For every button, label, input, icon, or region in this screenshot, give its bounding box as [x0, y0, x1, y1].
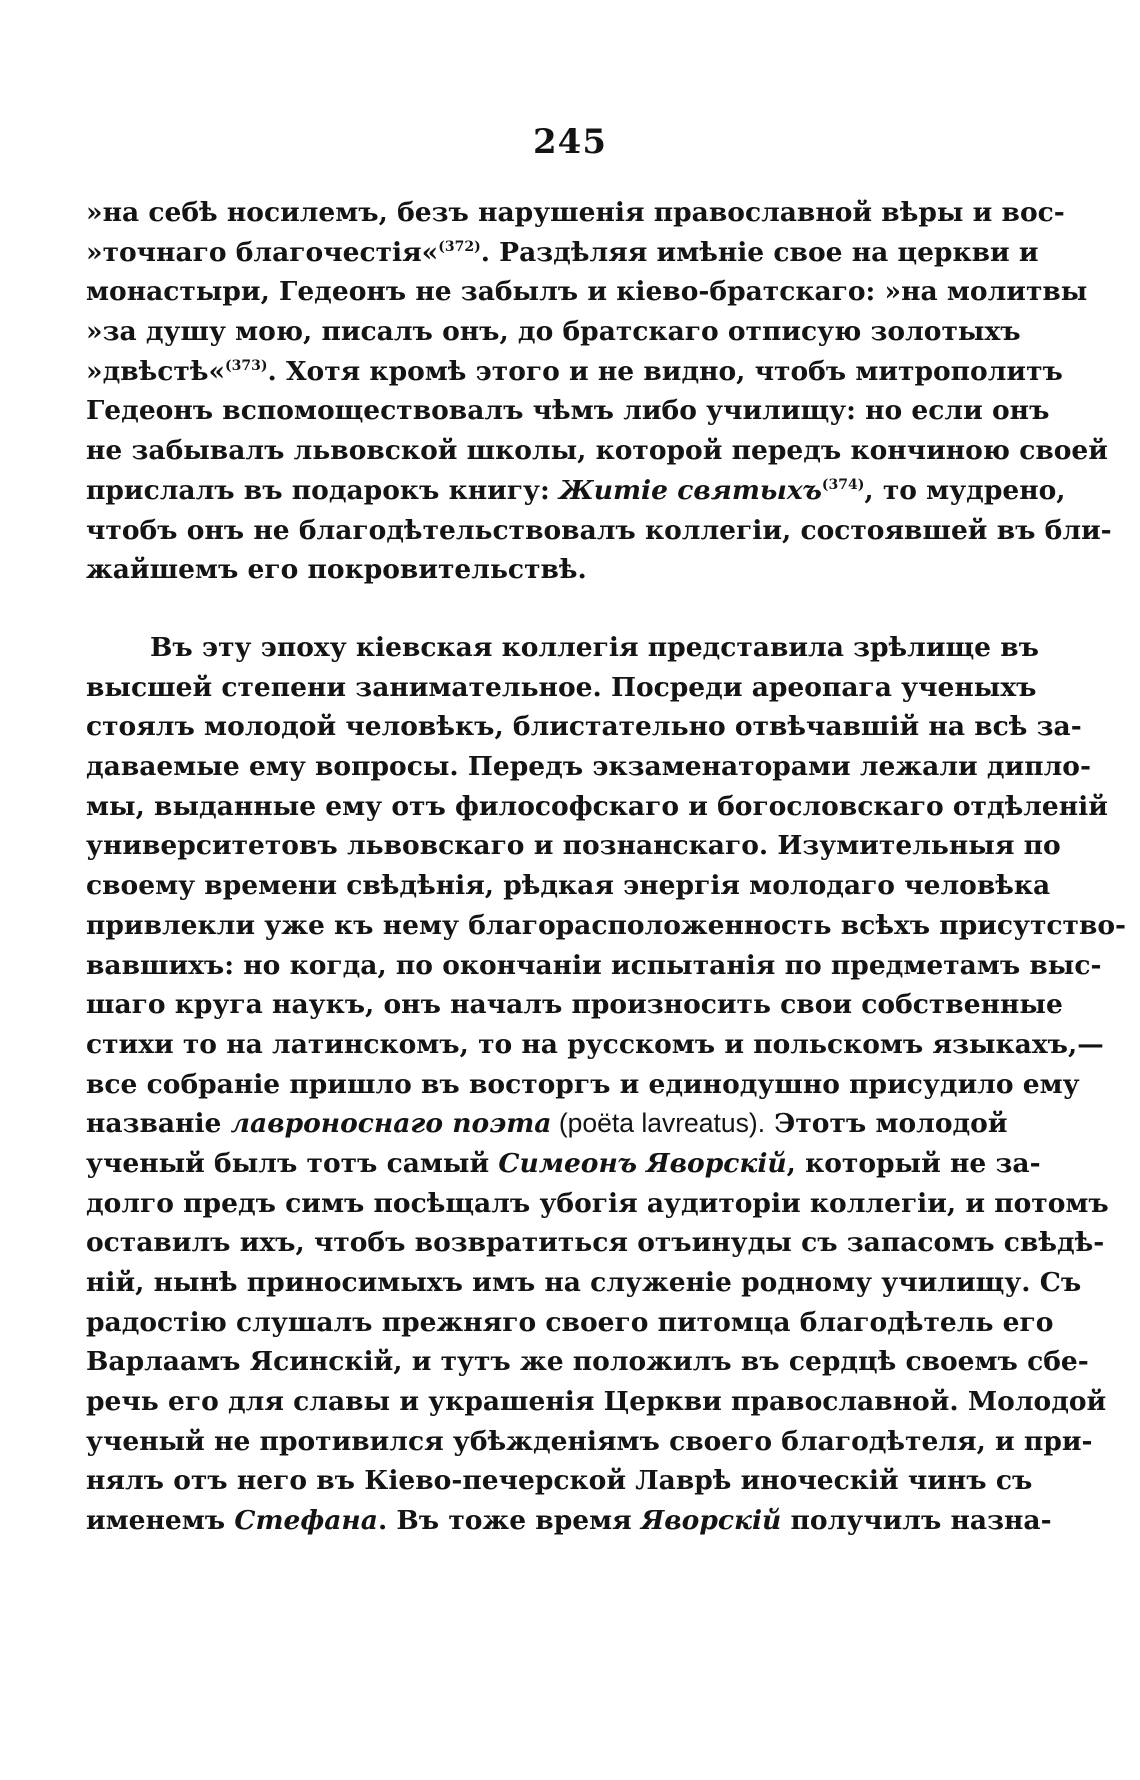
text-line	[86, 233, 1039, 273]
italic-text: Яворскій	[640, 1505, 782, 1537]
text-segment: . Хотя кромѣ этого и не видно, чтобъ митрополитъ	[267, 355, 1063, 387]
text-segment: университетовъ львовскаго и познанскаго. Изумительныя по	[86, 830, 1061, 862]
footnote-ref: (374)	[821, 476, 865, 493]
text-line	[86, 707, 1082, 747]
text-segment: получилъ назна-	[781, 1505, 1052, 1537]
text-segment: жайшемъ его покровительствѣ.	[86, 554, 587, 586]
text-line	[86, 946, 1102, 986]
text-segment: оставилъ ихъ, чтобъ возвратиться отъинуды съ запасомъ свѣдѣ-	[86, 1227, 1105, 1259]
text-segment: шаго круга наукъ, онъ началъ произносить свои собственные	[86, 989, 1063, 1021]
text-line	[86, 1422, 1093, 1462]
italic-text: Стефана	[234, 1505, 378, 1537]
text-segment: все собраніе пришло въ восторгъ и единодушно присудило ему	[86, 1068, 1080, 1100]
footnote-ref: (372)	[438, 238, 481, 255]
text-line	[86, 550, 998, 590]
text-segment: Этотъ молодой	[765, 1108, 1008, 1140]
text-line	[86, 352, 1063, 392]
text-line	[86, 471, 1066, 511]
text-segment: стоялъ молодой человѣкъ, блистательно отвѣчавшій на всѣ за-	[86, 711, 1082, 743]
italic-text: Симеонъ Яворскій	[498, 1147, 787, 1179]
text-segment: прислалъ въ подарокъ книгу:	[86, 474, 559, 506]
italic-text: Житіе святыхъ	[558, 474, 822, 506]
text-segment: . Въ тоже время	[377, 1505, 641, 1537]
text-line	[86, 668, 1037, 708]
text-line	[86, 511, 1112, 551]
text-segment: »точнаго благочестія«	[86, 236, 439, 268]
text-segment: стихи то на латинскомъ, то на русскомъ и польскомъ языкахъ,—	[86, 1028, 1104, 1060]
text-segment: Гедеонъ вспомоществовалъ чѣмъ либо училищу: но если онъ	[86, 395, 1050, 427]
text-line	[86, 787, 1108, 827]
text-line	[86, 628, 1040, 668]
text-line	[86, 391, 1050, 431]
text-segment: »на себѣ носилемъ, безъ нарушенія православной вѣры и вос-	[86, 197, 1065, 228]
text-line	[86, 1263, 1082, 1303]
text-line	[86, 866, 1051, 906]
text-line	[86, 1223, 1105, 1263]
text-line	[86, 1501, 1052, 1541]
text-segment: Варлаамъ Ясинскій, и тутъ же положилъ въ сердцѣ своемъ сбе-	[86, 1346, 1089, 1378]
text-segment: ній, нынѣ приносимыхъ имъ на служеніе родному училищу. Съ	[86, 1267, 1082, 1298]
text-line	[86, 193, 1065, 233]
text-segment: »за душу мою, писалъ онъ, до братскаго отписую золотыхъ	[86, 316, 1021, 348]
text-line	[86, 312, 1021, 352]
text-segment: даваемые ему вопросы. Передъ экзаменаторами лежали дипло-	[86, 751, 1091, 783]
text-segment: вавшихъ: но когда, по окончаніи испытанія по предметамъ выс-	[86, 949, 1102, 981]
text-line	[86, 826, 1061, 866]
text-segment: . Раздѣляя имѣніе свое на церкви и	[480, 236, 1039, 268]
text-line	[86, 985, 1063, 1025]
text-segment: привлекли уже къ нему благорасположенность всѣхъ присутство-	[86, 909, 1127, 941]
text-segment: высшей степени занимательное. Посреди ареопага ученыхъ	[86, 671, 1037, 703]
footnote-ref: (373)	[225, 357, 268, 374]
text-segment: долго предъ симъ посѣщалъ убогія аудиторіи коллегіи, и потомъ	[86, 1187, 1109, 1219]
text-segment: мы, выданные ему отъ философскаго и богословскаго отдѣленій	[86, 790, 1108, 822]
text-line	[86, 1382, 1107, 1422]
text-segment: , который не за-	[786, 1147, 1041, 1179]
text-line	[86, 1025, 1104, 1065]
text-line	[86, 1303, 1054, 1343]
paragraph-1	[86, 193, 1112, 590]
italic-text: лавроноснаго поэта	[230, 1108, 552, 1140]
text-line	[86, 906, 1127, 946]
text-line	[86, 1104, 1008, 1144]
paragraph-2	[86, 628, 1127, 1541]
text-line	[86, 747, 1091, 787]
text-segment: именемъ	[86, 1505, 235, 1537]
text-line	[86, 272, 1088, 312]
text-segment: »двѣстѣ«	[86, 355, 226, 387]
text-line	[86, 1342, 1089, 1382]
text-line	[86, 1065, 1080, 1105]
text-segment: , то мудрено,	[864, 474, 1066, 506]
text-segment: радостію слушалъ прежняго своего питомца благодѣтель его	[86, 1306, 1054, 1338]
text-segment: нялъ отъ него въ Кіево-печерской Лаврѣ иноческій чинъ съ	[86, 1465, 1033, 1497]
text-segment: речь его для славы и украшенія Церкви православной. Молодой	[86, 1386, 1107, 1418]
text-segment: Въ эту эпоху кіевская коллегія представила зрѣлище въ	[150, 632, 1040, 663]
text-line	[86, 431, 1108, 471]
text-line	[86, 1461, 1033, 1501]
text-segment: чтобъ онъ не благодѣтельствовалъ коллегіи, состоявшей въ бли-	[86, 514, 1112, 546]
page-number: 245	[533, 122, 607, 162]
text-segment: ученый былъ тотъ самый	[86, 1147, 499, 1179]
text-segment: своему времени свѣдѣнія, рѣдкая энергія молодаго человѣка	[86, 870, 1051, 902]
text-segment: (poёta lavreatus).	[551, 1108, 766, 1139]
text-segment: не забывалъ львовской школы, которой передъ кончиною своей	[86, 435, 1108, 467]
text-segment: названіе	[86, 1108, 231, 1140]
text-segment: ученый не противился убѣжденіямъ своего благодѣтеля, и при-	[86, 1425, 1093, 1457]
text-line	[86, 1184, 1109, 1224]
text-segment: монастыри, Гедеонъ не забылъ и кіево-братскаго: »на молитвы	[86, 276, 1088, 308]
text-line	[86, 1144, 1041, 1184]
